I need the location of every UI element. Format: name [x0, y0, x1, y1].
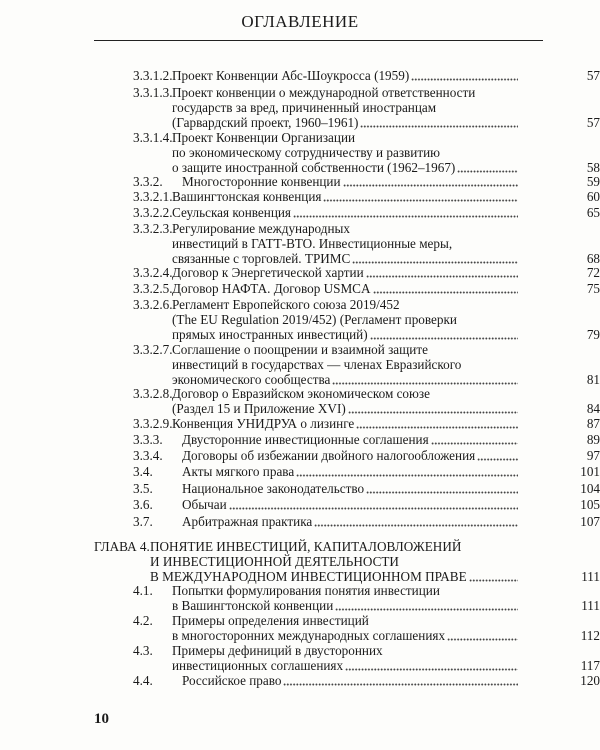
toc-entry-title-line: (Раздел 15 и Приложение XVI) — [172, 400, 346, 416]
toc-entry-title — [182, 448, 600, 464]
dot-leader — [457, 170, 518, 173]
toc-entry-page: 87 — [586, 416, 600, 431]
toc-entry-page: 105 — [580, 497, 600, 512]
dot-leader — [296, 474, 518, 477]
toc-entry-title — [172, 205, 600, 221]
toc-entry-page: 60 — [586, 189, 600, 204]
toc-entry-page: 79 — [586, 326, 600, 342]
toc-entry-number: 4.1. — [133, 583, 153, 598]
toc-entry-title — [182, 432, 600, 448]
toc-entry-title-line: прямых иностранных инвестиций) — [172, 326, 368, 342]
toc-entry-number: 3.3.2.9. — [133, 416, 173, 431]
toc-entry-title — [172, 189, 600, 205]
toc-entry-page: 75 — [586, 281, 600, 296]
toc-entry-number: 3.3.2.8. — [133, 386, 173, 401]
toc-entry-title — [172, 281, 600, 297]
dot-leader — [229, 507, 518, 510]
toc-entry-number: 3.4. — [133, 464, 153, 479]
dot-leader — [345, 668, 518, 671]
toc-entry-title-line: о защите иностранной собственности (1962–1967) — [172, 159, 456, 175]
dot-leader — [356, 426, 518, 429]
dot-leader — [431, 442, 518, 445]
dot-leader — [352, 261, 518, 264]
toc-entry-number: 4.3. — [133, 643, 153, 658]
dot-leader — [293, 215, 518, 218]
toc-entry-title — [150, 539, 600, 585]
toc-entry-title — [172, 613, 600, 644]
toc-entry-title-line: в Вашингтонской конвенции — [172, 597, 334, 613]
toc-entry-title — [172, 85, 600, 131]
toc-entry-title — [172, 265, 600, 281]
toc-entry-number: 4.2. — [133, 613, 153, 628]
toc-entry-title-line: инвестиционных соглашениях — [172, 657, 344, 673]
toc-entry-title-line: Сеульская конвенция — [172, 205, 291, 220]
toc-entry-title-line: Многосторонние конвенции — [182, 174, 341, 189]
dot-leader — [343, 184, 518, 187]
toc-entry-page: 57 — [586, 114, 600, 130]
toc-entry-number: 3.3.2. — [133, 174, 163, 189]
toc-entry-title-line: Договор к Энергетической хартии — [172, 265, 364, 280]
dot-leader — [370, 337, 518, 340]
toc-entry-title-line: Договор о Евразийском экономическом союзе — [172, 386, 430, 401]
dot-leader — [360, 125, 518, 128]
toc-entry-number: 3.3.2.2. — [133, 205, 173, 220]
toc-entry-title-line: Соглашение о поощрении и взаимной защите — [172, 342, 428, 357]
toc-entry-title — [172, 386, 600, 417]
toc-entry-page: 59 — [586, 174, 600, 189]
toc-entry-title-line: инвестиций в ГАТТ-ВТО. Инвестиционные меры, — [172, 235, 453, 251]
dot-leader — [332, 382, 518, 385]
dot-leader — [283, 683, 518, 686]
toc-entry-title — [182, 514, 600, 530]
toc-entry-title-line: Проект конвенции о международной ответственности — [172, 85, 476, 100]
toc-entry-number: 3.3.2.1. — [133, 189, 173, 204]
toc-entry-number: 3.5. — [133, 481, 153, 496]
toc-entry-number: 3.3.4. — [133, 448, 163, 463]
toc-entry-title-line: связанные с торговлей. ТРИМС — [172, 250, 351, 266]
toc-entry-page: 81 — [586, 371, 600, 387]
toc-entry-title-line: Регламент Европейского союза 2019/452 — [172, 297, 400, 312]
dot-leader — [411, 78, 518, 81]
dot-leader — [348, 411, 518, 414]
toc-entry-number: 3.3.1.2. — [133, 68, 173, 83]
toc-entry-title — [172, 583, 600, 614]
toc-entry-title — [182, 497, 600, 513]
toc-entry-page: 104 — [580, 481, 600, 496]
toc-entry-page: 72 — [586, 265, 600, 280]
toc-entry-title — [172, 416, 600, 432]
dot-leader — [469, 579, 518, 582]
toc-entry-page: 57 — [586, 68, 600, 83]
toc-entry-number: 3.7. — [133, 514, 153, 529]
toc-entry-title-line: Национальное законодательство — [182, 481, 365, 496]
toc-entry-number: 3.3.2.5. — [133, 281, 173, 296]
dot-leader — [366, 491, 518, 494]
toc-entry-title-line: в многосторонних международных соглашениях — [172, 627, 446, 643]
toc-entry-title-line: Российское право — [182, 673, 282, 688]
dot-leader — [335, 608, 518, 611]
toc-entry-title — [172, 342, 600, 388]
toc-entry-title-line: Договоры об избежании двойного налогообложения — [182, 448, 476, 463]
toc-entry-number: 3.3.1.4. — [133, 130, 173, 145]
toc-entry-number: 3.3.2.6. — [133, 297, 173, 312]
toc-entry-number: 3.6. — [133, 497, 153, 512]
dot-leader — [314, 524, 518, 527]
toc-entry-title-line: Арбитражная практика — [182, 514, 313, 529]
toc-entry-number: 3.3.2.7. — [133, 342, 173, 357]
toc-entry-title — [182, 481, 600, 497]
toc-entry-title-line: Проект Конвенции Организации — [172, 130, 356, 145]
toc-entry-title-line: Акты мягкого права — [182, 464, 295, 479]
toc-entry-page: 111 — [581, 568, 600, 584]
toc-entry-title-line: Попытки формулирования понятия инвестиции — [172, 583, 440, 598]
toc-entry-title-line: Проект Конвенции Абс-Шоукросса (1959) — [172, 68, 410, 83]
toc-entry-title — [172, 643, 600, 674]
toc-entry-title-line: Примеры дефиниций в двусторонних — [172, 643, 383, 658]
toc-entry-title-line: Конвенция УНИДРУА о лизинге — [172, 416, 355, 431]
toc-entry-number: ГЛАВА 4. — [94, 539, 150, 554]
toc-entry-page: 112 — [580, 627, 600, 643]
toc-entry-title-line: В МЕЖДУНАРОДНОМ ИНВЕСТИЦИОННОМ ПРАВЕ — [150, 568, 467, 584]
toc-entry-title-line: И ИНВЕСТИЦИОННОЙ ДЕЯТЕЛЬНОСТИ — [150, 553, 399, 569]
toc-entry-page: 117 — [580, 657, 600, 673]
page-header-title: ОГЛАВЛЕНИЕ — [241, 12, 359, 31]
toc-entry-title-line: Обычаи — [182, 497, 227, 512]
toc-entry-title-line: инвестиций в государствах — членах Евразийского — [172, 356, 462, 372]
toc-entry-number: 3.3.1.3. — [133, 85, 173, 100]
toc-entry-title — [172, 130, 600, 176]
toc-entry-title — [172, 221, 600, 267]
dot-leader — [477, 458, 518, 461]
dot-leader — [373, 291, 519, 294]
toc-entry-title-line: Примеры определения инвестиций — [172, 613, 369, 628]
toc-entry-title — [182, 174, 600, 190]
dot-leader — [447, 638, 518, 641]
toc-entry-title-line: Договор НАФТА. Договор USMCA — [172, 281, 371, 296]
toc-entry-title-line: ПОНЯТИЕ ИНВЕСТИЦИЙ, КАПИТАЛОВЛОЖЕНИЙ — [150, 539, 462, 554]
toc-entry-number: 3.3.2.4. — [133, 265, 173, 280]
toc-entry-page: 68 — [586, 250, 600, 266]
toc-entry-title-line: (The EU Regulation 2019/452) (Регламент проверки — [172, 311, 457, 327]
toc-entry-number: 4.4. — [133, 673, 153, 688]
toc-entry-page: 97 — [586, 448, 600, 463]
toc-entry-page: 58 — [586, 159, 600, 175]
toc-entry-page: 120 — [580, 673, 600, 688]
toc-entry-title — [182, 673, 600, 689]
toc-entry-page: 84 — [586, 400, 600, 416]
toc-entry-title-line: Регулирование международных — [172, 221, 350, 236]
toc-entry-number: 3.3.2.3. — [133, 221, 173, 236]
toc-entry-page: 89 — [586, 432, 600, 447]
toc-entry-page: 101 — [580, 464, 600, 479]
toc-entry-title-line: экономического сообщества — [172, 371, 331, 387]
toc-entry-page: 111 — [581, 597, 600, 613]
toc-entry-number: 3.3.3. — [133, 432, 163, 447]
toc-entry-page: 65 — [586, 205, 600, 220]
toc-entry-title — [172, 297, 600, 343]
toc-entry-page: 107 — [580, 514, 600, 529]
dot-leader — [366, 275, 518, 278]
toc-entry-title-line: Двусторонние инвестиционные соглашения — [182, 432, 429, 447]
toc-entry-title-line: Вашингтонская конвенция — [172, 189, 322, 204]
dot-leader — [323, 199, 518, 202]
page-number: 10 — [94, 711, 109, 727]
toc-entry-title-line: по экономическому сотрудничеству и развитию — [172, 144, 440, 160]
toc-entry-title — [182, 464, 600, 480]
toc-entry-title — [172, 68, 600, 84]
toc-entry-title-line: государств за вред, причиненный иностранцам — [172, 99, 437, 115]
toc-entry-title-line: (Гарвардский проект, 1960–1961) — [172, 114, 359, 130]
